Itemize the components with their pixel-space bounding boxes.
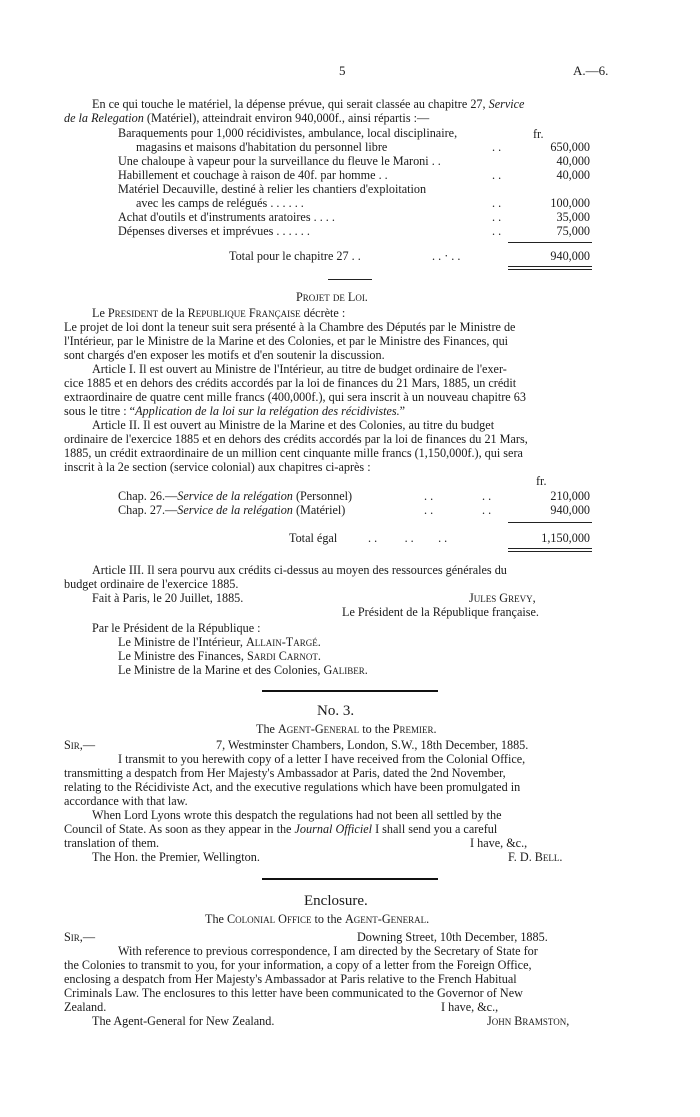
fait-a-paris: Fait à Paris, le 20 Juillet, 1885. <box>92 591 244 605</box>
minister-marine: Le Ministre de la Marine et des Colonies, Galiber. <box>118 663 368 677</box>
projet-title: Projet de Loi. <box>296 290 368 304</box>
chapters-total-rule-2 <box>508 551 592 552</box>
budget-item-1-dots: . . <box>492 140 502 154</box>
projet-para-line-2: l'Intérieur, par le Ministre de la Marine et des Colonies, et par le Ministre des Finances, qui <box>64 334 509 348</box>
chapters-total-amount: 1,150,000 <box>541 531 590 545</box>
enclosure-title: Enclosure. <box>304 893 368 909</box>
no3-body-line-7: translation of them. <box>64 836 160 850</box>
intro-line-2: de la Relegation (Matériel), atteindrait environ 940,000f., ainsi répartis :— <box>64 111 430 125</box>
budget-item-1-line-2: magasins et maisons d'habitation du personnel libre <box>136 140 388 154</box>
signer-name: Jules Grevy, <box>469 591 536 605</box>
no3-body-line-1: I transmit to you herewith copy of a letter I have received from the Colonial Office, <box>118 752 526 766</box>
no3-body-line-4: accordance with that law. <box>64 794 188 808</box>
no3-closing: I have, &c., <box>470 836 528 850</box>
budget-total-dots: . . · . . <box>432 249 461 263</box>
budget-item-3-amount: 40,000 <box>556 168 590 182</box>
article-1-line-1: Article I. Il est ouvert au Ministre de l'Intérieur, au titre de budget ordinaire de l'exer- <box>92 362 507 376</box>
intro-line-1: En ce qui touche le matériel, la dépense prévue, qui serait classée au chapitre 27, Service <box>92 97 525 111</box>
chapter-27-amount: 940,000 <box>550 503 590 517</box>
article-1-line-2: cice 1885 et en dehors des crédits accordés par la loi de finances du 21 Mars, 1885, un crédit <box>64 376 517 390</box>
budget-item-4-line-2: avec les camps de relégués . . . . . . <box>136 196 304 210</box>
budget-item-5-line-1: Achat d'outils et d'instruments aratoires . . . . <box>118 210 335 224</box>
chapter-26-amount: 210,000 <box>550 489 590 503</box>
major-divider-1 <box>262 690 438 692</box>
section-divider <box>328 279 372 280</box>
article-1-line-3: extraordinaire de quatre cent mille francs (400,000f.), qui sera inscrit à un nouveau chapitre 63 <box>64 390 526 404</box>
budget-item-4-dots: . . <box>492 196 502 210</box>
enclosure-body-line-1: With reference to previous correspondence, I am directed by the Secretary of State for <box>118 944 538 958</box>
budget-item-4-amount: 100,000 <box>550 196 590 210</box>
chapters-total-label: Total égal <box>289 531 338 545</box>
enclosure-body-line-5: Zealand. <box>64 1000 107 1014</box>
page-number: 5 <box>339 63 346 78</box>
budget-item-3-dots: . . <box>492 168 502 182</box>
minister-interior: Le Ministre de l'Intérieur, Allain-Targé. <box>118 635 321 649</box>
projet-decree: Le President de la Republique Française décrète : <box>92 306 346 320</box>
article-2-line-4: inscrit à la 2e section (service colonial) aux chapitres ci-après : <box>64 460 371 474</box>
budget-total-rule-2 <box>508 269 592 270</box>
no3-subtitle: The Agent-General to the Premier. <box>256 722 437 736</box>
projet-para-line-1: Le projet de loi dont la teneur suit sera présenté à la Chambre des Députés par le Ministre de <box>64 320 516 334</box>
enclosure-closing: I have, &c., <box>441 1000 499 1014</box>
minister-finances: Le Ministre des Finances, Sardi Carnot. <box>118 649 321 663</box>
article-3-line-2: budget ordinaire de l'exercice 1885. <box>64 577 239 591</box>
budget-sum-rule <box>508 242 592 243</box>
chapter-26: Chap. 26.—Service de la relégation (Personnel) <box>118 489 353 503</box>
enclosure-address: Downing Street, 10th December, 1885. <box>357 930 548 944</box>
par-le-president: Par le Président de la République : <box>92 621 261 635</box>
no3-title: No. 3. <box>317 703 355 719</box>
chapters-currency: fr. <box>536 474 547 488</box>
enclosure-salutation: Sir,— <box>64 930 96 944</box>
budget-item-6-line-1: Dépenses diverses et imprévues . . . . . . <box>118 224 310 238</box>
enclosure-subtitle: The Colonial Office to the Agent-General. <box>205 912 430 926</box>
enclosure-body-line-2: the Colonies to transmit to you, for your information, a copy of a letter from the Foreign Office, <box>64 958 532 972</box>
no3-body-line-6: Council of State. As soon as they appear in the Journal Officiel I shall send you a careful <box>64 822 498 836</box>
chapters-sum-rule <box>508 522 592 523</box>
enclosure-body-line-4: Criminals Law. The enclosures to this letter have been communicated to the Governor of New <box>64 986 523 1000</box>
budget-item-1-line-1: Baraquements pour 1,000 récidivistes, ambulance, local disciplinaire, <box>118 126 458 140</box>
budget-item-6-dots: . . <box>492 224 502 238</box>
chapters-total-rule-1 <box>508 548 592 549</box>
no3-signature: F. D. Bell. <box>508 850 563 864</box>
budget-item-4-line-1: Matériel Decauville, destiné à relier les chantiers d'exploitation <box>118 182 427 196</box>
signer-title: Le Président de la République française. <box>342 605 539 619</box>
budget-item-2-amount: 40,000 <box>556 154 590 168</box>
no3-salutation: Sir,— <box>64 738 96 752</box>
no3-body-line-3: relating to the Récidiviste Act, and the executive regulations which have been promulgated in <box>64 780 521 794</box>
enclosure-signature: John Bramston, <box>487 1014 570 1028</box>
projet-para-line-3: sont chargés d'en exposer les motifs et d'en soutenir la discussion. <box>64 348 385 362</box>
budget-currency-header: fr. <box>533 127 544 141</box>
no3-body-line-5: When Lord Lyons wrote this despatch the regulations had not been all settled by the <box>92 808 502 822</box>
budget-item-3-line-1: Habillement et couchage à raison de 40f. par homme . . <box>118 168 388 182</box>
budget-total-label: Total pour le chapitre 27 . . <box>229 249 361 263</box>
enclosure-body-line-3: enclosing a despatch from Her Majesty's Ambassador at Paris relative to the French Habitual <box>64 972 517 986</box>
no3-recipient: The Hon. the Premier, Wellington. <box>92 850 260 864</box>
budget-item-5-dots: . . <box>492 210 502 224</box>
no3-body-line-2: transmitting a despatch from Her Majesty's Ambassador at Paris, dated the 2nd November, <box>64 766 506 780</box>
budget-item-2-line-1: Une chaloupe à vapeur pour la surveillance du fleuve le Maroni . . <box>118 154 441 168</box>
article-2-line-2: ordinaire de l'exercice 1885 et en dehors des crédits accordés par la loi de finances du 21 Mars, <box>64 432 528 446</box>
article-2-line-1: Article II. Il est ouvert au Ministre de la Marine et des Colonies, au titre du budget <box>92 418 495 432</box>
budget-total-rule-1 <box>508 266 592 267</box>
article-1-line-4: sous le titre : “Application de la loi sur la relégation des récidivistes.” <box>64 404 406 418</box>
budget-total-amount: 940,000 <box>550 249 590 263</box>
major-divider-2 <box>262 878 438 880</box>
chapter-27: Chap. 27.—Service de la relégation (Matériel) <box>118 503 346 517</box>
enclosure-recipient: The Agent-General for New Zealand. <box>92 1014 275 1028</box>
document-reference: A.—6. <box>573 63 609 78</box>
no3-address: 7, Westminster Chambers, London, S.W., 18th December, 1885. <box>216 738 529 752</box>
budget-item-6-amount: 75,000 <box>556 224 590 238</box>
article-2-line-3: 1885, un crédit extraordinaire de un million cent cinquante mille francs (1,150,000f.), qui sera <box>64 446 523 460</box>
budget-item-1-amount: 650,000 <box>550 140 590 154</box>
article-3-line-1: Article III. Il sera pourvu aux crédits ci-dessus au moyen des ressources générales du <box>92 563 507 577</box>
budget-item-5-amount: 35,000 <box>556 210 590 224</box>
